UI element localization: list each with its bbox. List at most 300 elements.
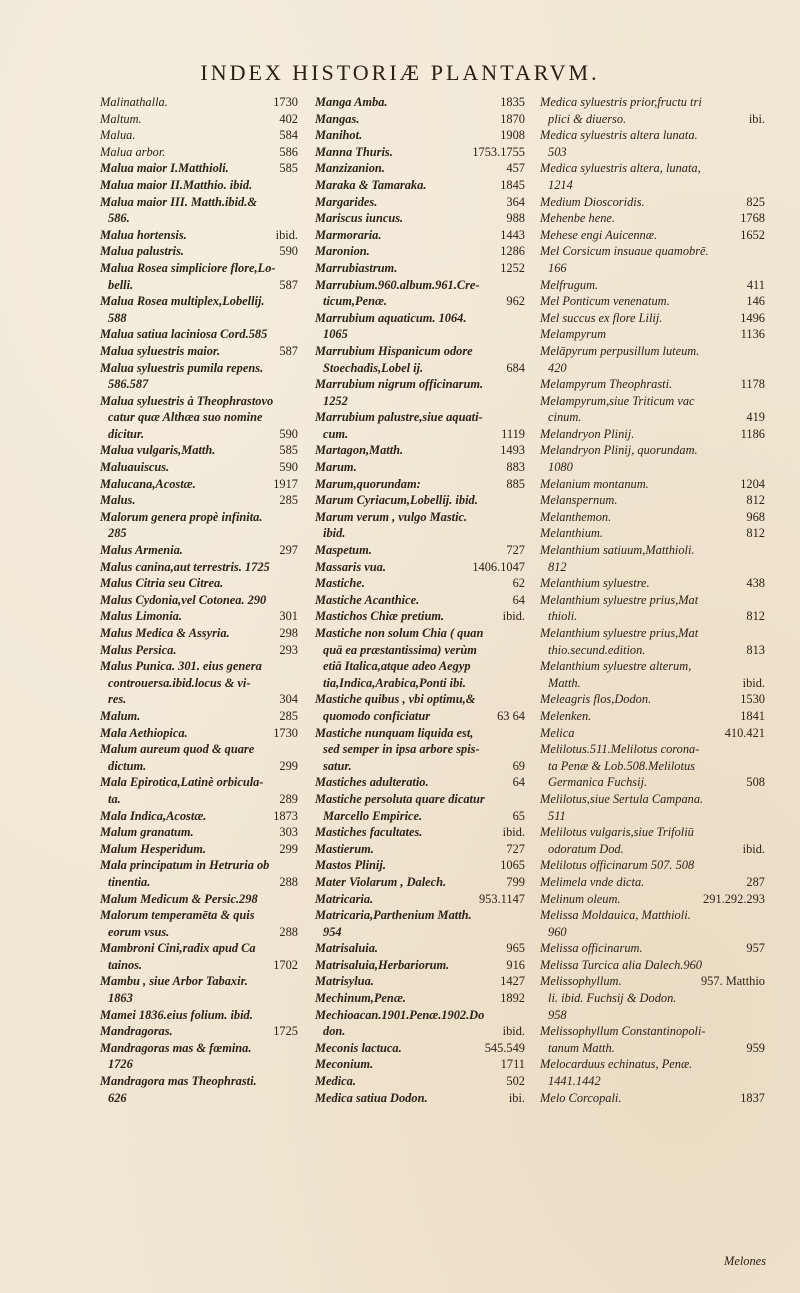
index-page-number: 1725 [273,1024,298,1039]
index-entry [315,892,525,907]
index-page-number: 1493 [500,443,525,458]
index-term: Malua hortensis. [100,227,187,242]
index-page-number: 959 [746,1040,765,1055]
index-page-number: 1768 [740,211,765,226]
index-entry [100,311,298,326]
catchword: Melones [724,1254,766,1268]
index-entry [315,1074,525,1089]
index-entry [540,892,765,907]
index-term: Malucana,Acostæ. [100,476,196,491]
index-term: Melanthemon. [540,509,612,524]
index-term: Mandragoras. [100,1024,173,1039]
index-entry [100,709,298,724]
index-term: Massaris vua. [315,559,386,574]
index-term: Meconium. [315,1057,374,1072]
index-page-number: 291.292.293 [703,891,765,906]
index-entry [315,178,525,193]
index-term: Marum. [315,460,357,475]
index-entry [100,941,298,956]
index-entry [100,958,298,973]
index-page-number: 813 [746,642,765,657]
index-page-number: 1873 [273,808,298,823]
index-term: Melilotus vulgaris,siue Trifoliū [540,825,694,840]
index-term: Matrisylua. [315,974,374,989]
index-entry [100,410,298,425]
index-entry [315,1057,525,1072]
index-entry [100,560,298,575]
index-entry [315,477,525,492]
index-term: Manzizanion. [315,161,385,176]
index-term: Mastichos Chiæ pretium. [315,609,445,624]
index-term: Melilotus officinarum 507. 508 [540,858,695,873]
index-page-number: 799 [506,874,525,889]
index-term: Melanthium syluestre prius,Mat [540,626,699,640]
index-page-number: 1186 [740,426,765,441]
index-page-number: 1845 [500,177,525,192]
index-entry [540,145,765,160]
index-entry [315,443,525,458]
index-term: 511 [548,808,566,823]
index-page-number: 1136 [740,327,765,342]
index-entry [315,427,525,442]
index-entry [315,1008,525,1023]
index-page-number: 146 [746,294,765,309]
index-page-number: 288 [279,924,298,939]
index-term: 285 [108,526,127,541]
index-term: Mastiche non solum Chia ( quan [315,626,484,640]
index-term: quomodo conficiatur [323,708,431,723]
index-page-number: ibid. [742,841,765,856]
index-term: cum. [323,426,349,441]
index-page-number: 965 [506,941,525,956]
index-term: 420 [548,360,567,375]
index-entry [100,692,298,707]
index-page-number: 299 [279,758,298,773]
index-term: Melissophyllum. [540,974,622,989]
index-term: Marum,quorundam: [315,476,421,491]
index-term: ta Penæ & Lob.508.Melilotus [548,758,695,773]
index-entry [315,726,525,741]
index-entry [540,161,765,176]
index-term: Meleagris flos,Dodon. [540,692,652,707]
index-entry [315,974,525,989]
index-term: Malus Punica. 301. eius genera [100,659,262,674]
index-page-number: 303 [279,825,298,840]
index-term: Malus Limonia. [100,609,182,624]
index-term: 1080 [548,460,573,475]
index-term: 958 [548,1007,567,1022]
index-term: Medica syluestris altera lunata. [540,128,698,143]
index-term: Malus Persica. [100,642,177,657]
index-term: Malum. [100,708,141,723]
index-term: Melanium montanum. [540,476,649,491]
index-term: Medica syluestris prior,fructu tri [540,95,702,109]
index-entry [100,759,298,774]
index-entry [540,112,765,127]
index-entry [540,493,765,508]
index-entry [100,493,298,508]
index-term: 588 [108,310,127,325]
index-term: 1441.1442 [548,1074,601,1089]
index-page-number: 299 [279,841,298,856]
index-entry [540,676,765,691]
index-page-number: 508 [746,775,765,790]
index-entry [540,1091,765,1106]
index-entry [100,394,298,409]
index-term: Mastiche Acanthice. [315,592,420,607]
index-entry [540,692,765,707]
index-term: controuersa.ibid.locus & vi- [108,675,251,690]
index-entry [100,278,298,293]
index-term: etiā Italica,atque adeo Aegyp [323,659,471,674]
index-term: Malum granatum. [100,825,194,840]
index-term: ta. [108,791,121,806]
index-page-number: 1286 [500,244,525,259]
index-term: Malua vulgaris,Matth. [100,443,216,458]
index-entry [100,742,298,757]
index-entry [540,278,765,293]
index-page-number: 1427 [500,974,525,989]
index-term: tia,Indica,Arabica,Ponti ibi. [323,675,466,690]
index-entry [100,460,298,475]
index-term: 1214 [548,177,573,192]
index-page-number: 1702 [273,957,298,972]
index-term: Mandragora mas Theophrasti. [100,1074,257,1089]
index-entry [315,709,525,724]
index-entry [540,742,765,757]
index-entry [100,925,298,940]
index-page-number: 545.549 [484,1040,525,1055]
index-page-number: 988 [506,211,525,226]
index-page-number: 287 [746,874,765,889]
index-page-number: 419 [746,410,765,425]
index-term: 954 [323,924,342,939]
index-term: Mastiches facultates. [315,825,423,840]
index-entry [540,609,765,624]
index-page-number: 885 [506,476,525,491]
index-term: dicitur. [108,426,145,441]
index-page-number: 65 [512,808,525,823]
index-term: sed semper in ipsa arbore spis- [323,742,480,757]
index-term: Marum verum , vulgo Mastic. [315,509,468,524]
index-term: catur quæ Althæa suo nomine [108,410,263,425]
index-term: Melinum oleum. [540,891,621,906]
index-entry [100,145,298,160]
index-entry [540,394,765,409]
index-entry [315,211,525,226]
index-term: Mariscus iuncus. [315,211,404,226]
index-term: Malua maior III. Matth.ibid.& [100,194,257,209]
index-term: tinentia. [108,874,151,889]
index-entry [100,991,298,1006]
index-page-number: 727 [506,543,525,558]
index-page-number: 301 [279,609,298,624]
index-entry [100,427,298,442]
index-term: Malum Medicum & Persic.298 [100,891,258,906]
index-entry [315,775,525,790]
index-page-number: ibid. [502,1024,525,1039]
index-page-number: 402 [279,111,298,126]
index-term: Germanica Fuchsij. [548,775,648,790]
index-term: Malua Rosea multiplex,Lobellij. [100,294,265,309]
index-entry [100,1041,298,1056]
index-term: Malinathalla. [100,95,168,109]
index-entry [540,477,765,492]
index-entry [315,875,525,890]
index-page-number: 293 [279,642,298,657]
index-term: Malua syluestris à Theophrastovo [100,393,274,408]
index-term: Malua maior I.Matthioli. [100,161,229,176]
index-page-number: 957. Matthio [700,974,765,989]
index-term: Malua arbor. [100,144,166,159]
index-entry [315,460,525,475]
index-entry [100,643,298,658]
index-entry [100,908,298,923]
index-term: Marmoraria. [315,227,382,242]
index-page-number: 1837 [740,1090,765,1105]
index-page-number: ibi. [748,111,765,126]
index-term: Malua satiua laciniosa Cord.585 [100,327,268,342]
index-term: odoratum Dod. [548,841,624,856]
index-entry [100,443,298,458]
index-term: 586.587 [108,377,149,392]
index-entry [315,560,525,575]
index-term: Malua maior II.Matthio. ibid. [100,177,253,192]
index-term: Mambu , siue Arbor Tabaxir. [100,974,248,989]
index-term: Mala Aethiopica. [100,725,188,740]
index-page-number: 1730 [273,725,298,740]
index-term: Melilotus,siue Sertula Campana. [540,791,704,806]
index-page-number: ibid. [502,609,525,624]
index-entry [315,361,525,376]
index-term: Melissa Moldauica, Matthioli. [540,908,691,923]
index-term: Malua syluestris pumila repens. [100,360,264,375]
index-entry [100,842,298,857]
index-entry [540,941,765,956]
index-entry [540,327,765,342]
index-entry [100,809,298,824]
index-entry [540,825,765,840]
index-page-number: 1065 [500,858,525,873]
index-term: Mechinum,Penæ. [315,991,406,1006]
index-term: Manna Thuris. [315,144,393,159]
index-term: 960 [548,924,567,939]
index-entry [540,958,765,973]
index-entry [540,377,765,392]
index-term: Marrubium Hispanicum odore [315,343,473,358]
index-term: Melampyrum,siue Triticum vac [540,393,695,408]
index-term: plici & diuerso. [548,111,627,126]
index-page-number: 1443 [500,227,525,242]
index-term: Mala Indica,Acostæ. [100,808,207,823]
index-entry [540,974,765,989]
index-page-number: 916 [506,957,525,972]
index-entry [540,709,765,724]
index-entry [100,377,298,392]
index-entry [315,576,525,591]
index-entry [100,875,298,890]
index-page-number: 957 [746,941,765,956]
index-entry [315,643,525,658]
index-entry [100,228,298,243]
index-entry [540,925,765,940]
index-page-number: 1530 [740,692,765,707]
index-entry [315,759,525,774]
index-entry [100,825,298,840]
index-entry [540,195,765,210]
index-term: Melissa officinarum. [540,941,643,956]
index-entry [540,410,765,425]
index-page-number: 585 [279,443,298,458]
index-page-number: 812 [746,526,765,541]
index-page-number: 1252 [500,260,525,275]
index-page-number: 1870 [500,111,525,126]
index-page-number: 1178 [740,377,765,392]
index-page-number: 297 [279,543,298,558]
index-term: Malus Cydonia,vel Cotonea. 290 [100,592,267,607]
index-term: Melica [540,725,575,740]
index-term: Melanthium syluestre alterum, [540,659,692,674]
index-entry [100,344,298,359]
index-term: Melampyrum Theophrasti. [540,377,673,392]
index-entry [540,526,765,541]
index-term: Malus. [100,493,136,508]
index-entry [100,1057,298,1072]
index-term: Melimela vnde dicta. [540,874,645,889]
index-page-number: 1204 [740,476,765,491]
index-page-number: 586 [279,144,298,159]
index-term: Mel succus ex flore Lilij. [540,310,663,325]
index-term: Matricaria,Parthenium Matth. [315,908,472,923]
index-page-number: 587 [279,277,298,292]
index-term: Malua palustris. [100,244,185,259]
index-term: ticum,Penæ. [323,294,388,309]
index-page-number: 953.1147 [478,891,525,906]
index-entry [540,858,765,873]
index-entry [315,195,525,210]
index-entry [540,593,765,608]
index-entry [315,294,525,309]
index-entry [540,95,765,110]
index-term: Malus canina,aut terrestris. 1725 [100,559,270,574]
index-term: Martagon,Matth. [315,443,404,458]
index-entry [315,128,525,143]
index-entry [315,1091,525,1106]
index-entry [540,875,765,890]
index-entry [540,659,765,674]
index-term: Manihot. [315,128,363,143]
index-term: Maraka & Tamaraka. [315,177,427,192]
index-page-number: 1835 [500,95,525,109]
index-term: cinum. [548,410,582,425]
index-term: 503 [548,144,567,159]
index-term: Marcello Empirice. [323,808,423,823]
index-entry [315,858,525,873]
index-term: Melanthium syluestre. [540,576,650,591]
index-column-2 [315,95,525,1107]
index-entry [100,775,298,790]
index-page-number: 1892 [500,991,525,1006]
index-entry [540,991,765,1006]
index-entry [540,908,765,923]
index-term: Mandragoras mas & fœmina. [100,1040,252,1055]
index-term: Malum aureum quod & quare [100,742,255,757]
index-term: 166 [548,260,567,275]
index-term: Melo Corcopali. [540,1090,622,1105]
index-column-3 [540,95,765,1107]
index-term: tanum Matth. [548,1040,615,1055]
index-entry [315,593,525,608]
index-term: eorum vsus. [108,924,170,939]
index-entry [315,410,525,425]
index-entry [100,112,298,127]
index-term: Melanthium syluestre prius,Mat [540,592,699,607]
index-term: Malua. [100,128,136,143]
index-term: Marrubium nigrum officinarum. [315,377,484,392]
index-entry [100,576,298,591]
index-term: Meconis lactuca. [315,1040,402,1055]
index-term: Malorum genera propè infinita. [100,509,263,524]
index-term: 626 [108,1090,127,1105]
index-term: satur. [323,758,352,773]
index-term: Melandryon Plinij. [540,426,635,441]
index-entry [100,1024,298,1039]
index-entry [100,593,298,608]
index-page-number: 585 [279,161,298,176]
index-term: Mastos Plinij. [315,858,386,873]
index-page-number: 457 [506,161,525,176]
index-entry [315,692,525,707]
index-term: Malorum temperamēta & quis [100,908,255,923]
index-term: Mechioacan.1901.Penæ.1902.Do [315,1007,485,1022]
index-page-number: 590 [279,244,298,259]
index-entry [315,792,525,807]
index-page-number: 1652 [740,227,765,242]
index-entry [315,626,525,641]
index-entry [315,261,525,276]
index-entry [100,161,298,176]
index-term: 1726 [108,1057,133,1072]
index-page-number: 285 [279,708,298,723]
index-term: 1252 [323,393,348,408]
index-page-number: 285 [279,493,298,508]
index-term: Marum Cyriacum,Lobellij. ibid. [315,493,478,508]
index-entry [315,278,525,293]
index-term: Malua syluestris maior. [100,343,221,358]
index-entry [100,211,298,226]
index-term: belli. [108,277,134,292]
index-entry [100,95,298,110]
index-entry [540,361,765,376]
index-term: Mel Ponticum venenatum. [540,294,670,309]
index-entry [315,925,525,940]
index-entry [100,676,298,691]
index-entry [315,311,525,326]
index-entry [315,344,525,359]
index-term: thio.secund.edition. [548,642,646,657]
index-entry [315,327,525,342]
index-entry [100,510,298,525]
index-entry [100,1091,298,1106]
index-page-number: 825 [746,194,765,209]
index-term: Malum Hesperidum. [100,841,207,856]
index-entry [540,344,765,359]
index-entry [100,1074,298,1089]
index-entry [315,609,525,624]
index-page-number: 1406.1047 [472,559,525,574]
index-entry [100,244,298,259]
index-term: Malus Medica & Assyria. [100,626,230,640]
